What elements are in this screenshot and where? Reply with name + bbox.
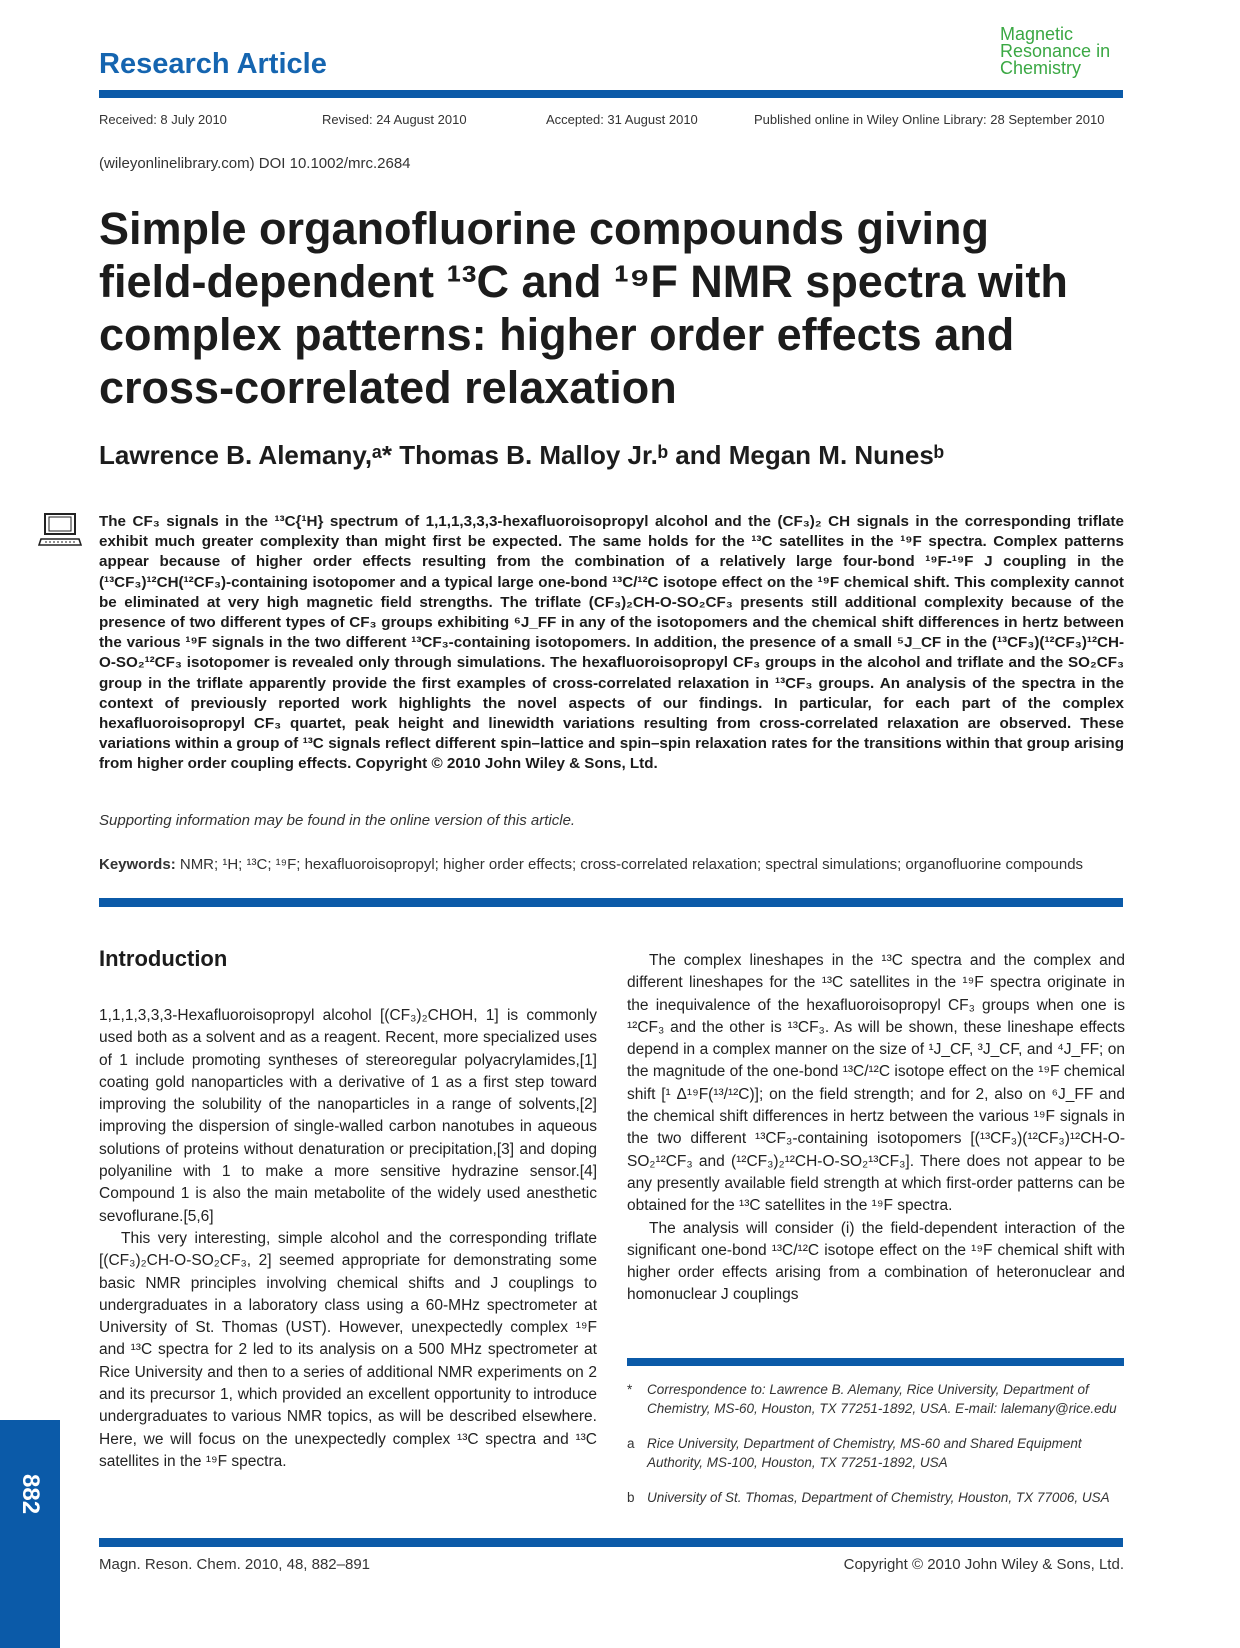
author-list: Lawrence B. Alemany,ᵃ* Thomas B. Malloy Jr.ᵇ and Megan M. Nunesᵇ — [99, 440, 945, 470]
footnote-text: University of St. Thomas, Department of Chemistry, Houston, TX 77006, USA — [647, 1490, 1110, 1505]
journal-logo-line: Magnetic — [1000, 24, 1074, 44]
accepted-date: Accepted: 31 August 2010 — [546, 112, 698, 127]
right-column — [627, 950, 1125, 1307]
computer-icon — [38, 512, 82, 548]
footnotes — [627, 1380, 1127, 1523]
introduction-heading: Introduction — [99, 946, 228, 971]
abstract: The CF₃ signals in the ¹³C{¹H} spectrum of 1,1,1,3,3,3-hexafluoroisopropyl alcohol and the (CF₃)₂ CH signals in the corresponding triflate exhibit much greater complexity than might first be expected. The same holds for the ¹³C satellites in the ¹⁹F spectra. Complex patterns appear because of higher order effects resulting from the combination of a relatively large four-bond ¹⁹F-¹⁹F J coupling in the (¹³CF₃)¹²CH(¹²CF₃)-containing isotopomer and a typical large one-bond ¹³C/¹²C isotope effect on the ¹⁹F chemical shift. This complexity cannot be eliminated at very high magnetic field strengths. The triflate (CF₃)₂CH-O-SO₂CF₃ presents still additional complexity because of the presence of two different types of CF₃ groups exhibiting ⁶J_FF in any of the isotopomers and the chemical shift differences in hertz between the various ¹⁹F signals in the two different ¹³CF₃-containing isotopomers. In addition, the presence of a small ⁵J_CF in the (¹³CF₃)(¹²CF₃)¹²CH-O-SO₂¹²CF₃ isotopomer is revealed only through simulations. The hexafluoroisopropyl CF₃ groups in the alcohol and triflate and the SO₂CF₃ group in the triflate apparently provide the first examples of cross-correlated relaxation in ¹³CF₃ groups. An analysis of the spectra in the context of previously reported work highlights the novel aspects of our findings. In particular, for each part of the complex hexafluoroisopropyl CF₃ quartet, peak height and linewidth variations resulting from cross-correlated relaxation are observed. These variations within a group of ¹³C signals reflect different spin–lattice and spin–spin relaxation rates for the transitions within that group arising from higher order coupling effects. Copyright © 2010 John Wiley & Sons, Ltd. — [99, 513, 1124, 773]
received-date: Received: 8 July 2010 — [99, 112, 227, 127]
doi[interactable]: (wileyonlinelibrary.com) DOI 10.1002/mrc.2684 — [99, 155, 411, 172]
page-number-tab — [0, 1420, 60, 1648]
footnote-correspondence — [627, 1380, 1127, 1418]
journal-logo-line: Resonance in — [1000, 41, 1111, 61]
section-rule — [99, 898, 1123, 907]
supporting-info: Supporting information may be found in the online version of this article. — [99, 812, 576, 829]
journal-citation: Magn. Reson. Chem. 2010, 48, 882–891 — [99, 1556, 371, 1573]
footnote-mark: * — [627, 1382, 633, 1397]
revised-date: Revised: 24 August 2010 — [322, 112, 467, 127]
paragraph: The complex lineshapes in the ¹³C spectra and the complex and different lineshapes for the ¹³C satellites in the ¹⁹F spectra originate in the inequivalence of the hexafluoroisopropyl CF₃ groups when one is ¹²CF₃ and the other is ¹³CF₃. As will be shown, these lineshape effects depend in a complex manner on the size of ¹J_CF, ³J_CF, and ⁴J_FF; on the magnitude of the one-bond ¹³C/¹²C isotope effect on the ¹⁹F chemical shift [¹ Δ¹⁹F(¹³/¹²C)]; on the field strength; and for 2, also on ⁶J_FF and the chemical shift differences in hertz between the various ¹⁹F signals in the two different ¹³CF₃-containing isotopomers [(¹³CF₃)(¹²CF₃)¹²CH-O-SO₂¹²CF₃ and (¹²CF₃)₂¹²CH-O-SO₂¹³CF₃]. There does not appear to be any presently available field strength at which first-order patterns can be obtained for the ¹³C satellites in the ¹⁹F spectra. — [627, 952, 1125, 1215]
footnote-affiliation-b — [627, 1488, 1127, 1507]
footnote-text: Correspondence to: Lawrence B. Alemany, Rice University, Department of Chemistry, MS-60, Houston, TX 77251-1892, USA. E-mail: lalemany@rice.edu — [647, 1382, 1117, 1416]
keywords-text: NMR; ¹H; ¹³C; ¹⁹F; hexafluoroisopropyl; higher order effects; cross-correlated relaxation; spectral simulations; organofluorine compounds — [175, 856, 1084, 873]
footnote-text: Rice University, Department of Chemistry, MS-60 and Shared Equipment Authority, MS-100, Houston, TX 77251-1892, USA — [647, 1436, 1082, 1470]
keywords-label: Keywords: — [99, 856, 176, 873]
journal-logo — [1000, 26, 1140, 77]
footer-copyright: Copyright © 2010 John Wiley & Sons, Ltd. — [843, 1556, 1124, 1573]
article-title: Simple organofluorine compounds giving field-dependent ¹³C and ¹⁹F NMR spectra with complex patterns: higher order effects and cross-correlated relaxation — [99, 203, 1068, 413]
keywords — [99, 855, 1124, 875]
footnote-rule — [627, 1358, 1124, 1366]
journal-logo-line: Chemistry — [1000, 58, 1082, 78]
published-date: Published online in Wiley Online Library: 28 September 2010 — [754, 112, 1105, 127]
header-rule — [99, 90, 1123, 98]
paragraph: This very interesting, simple alcohol and the corresponding triflate [(CF₃)₂CH-O-SO₂CF₃, 2] seemed appropriate for demonstrating some basic NMR principles involving chemical shifts and J couplings to undergraduates in a laboratory class using a 60-MHz spectrometer at University of St. Thomas (UST). However, unexpectedly complex ¹⁹F and ¹³C spectra for 2 led to its analysis on a 500 MHz spectrometer at Rice University and then to a series of additional NMR experiments on 2 and its precursor 1, which provided an excellent opportunity to introduce undergraduates to various NMR topics, as will be described elsewhere. Here, we will focus on the unexpectedly complex ¹³C spectra and ¹³C satellites in the ¹⁹F spectra. — [99, 1229, 597, 1470]
footnote-affiliation-a — [627, 1434, 1127, 1472]
footer-rule — [99, 1538, 1123, 1547]
footnote-mark: b — [627, 1490, 635, 1505]
section-label: Research Article — [99, 48, 327, 80]
page-number: 882 — [17, 1474, 44, 1515]
paragraph: 1,1,1,3,3,3-Hexafluoroisopropyl alcohol [(CF₃)₂CHOH, 1] is commonly used both as a solvent and as a reagent. Recent, more specialized uses of 1 include promoting syntheses of stereoregular polyacrylamides,[1] coating gold nanoparticles with a derivative of 1 as a first step toward improving the solubility of the nanoparticles in a range of solvents,[2] improving the dispersion of single-walled carbon nanotubes in aqueous solutions of proteins without denaturation or precipitation,[3] and doping polyaniline with 1 to make a more sensitive hydrazine sensor.[4] Compound 1 is also the main metabolite of the widely used anesthetic sevoflurane.[5,6] — [99, 1007, 597, 1225]
left-column — [99, 1005, 597, 1473]
paragraph: The analysis will consider (i) the field-dependent interaction of the significant one-bond ¹³C/¹²C isotope effect on the ¹⁹F chemical shift with higher order effects arising from a combination of heteronuclear and homonuclear J couplings — [627, 1219, 1125, 1304]
footnote-mark: a — [627, 1436, 635, 1451]
